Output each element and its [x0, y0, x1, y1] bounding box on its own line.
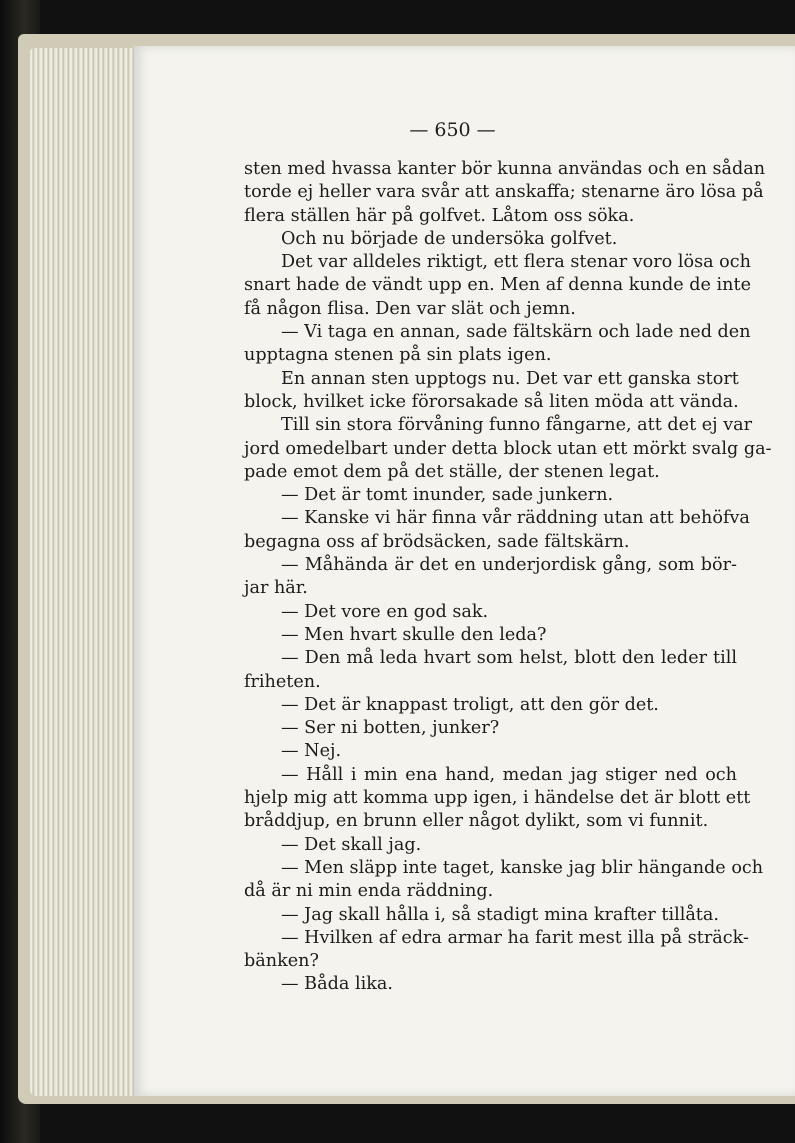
- text-line: bråddjup, en brunn eller något dylikt, som vi funnit.: [244, 811, 709, 832]
- page-number: — 650 —: [409, 119, 496, 141]
- text-line: — Det vore en god sak.: [281, 601, 489, 622]
- text-line: — Båda lika.: [281, 974, 393, 995]
- text-line: hjelp mig att komma upp igen, i händelse det är blott ett: [244, 788, 751, 809]
- text-line: få någon flisa. Den var slät och jemn.: [244, 298, 576, 319]
- text-line: flera ställen här på golfvet. Låtom oss söka.: [244, 205, 635, 226]
- page-edges: [30, 48, 134, 1096]
- text-line: jar här.: [244, 578, 308, 599]
- text-line: — Kanske vi här finna vår räddning utan att behöfva: [281, 508, 750, 529]
- text-line: jord omedelbart under detta block utan ett mörkt svalg ga-: [244, 438, 772, 459]
- text-line: — Måhända är det en underjordisk gång, som bör-: [281, 555, 737, 576]
- text-line: Det var alldeles riktigt, ett flera stenar voro lösa och: [281, 252, 751, 273]
- text-line: — Det är knappast troligt, att den gör det.: [281, 694, 659, 715]
- text-line: En annan sten upptogs nu. Det var ett ganska stort: [281, 368, 739, 389]
- text-line: då är ni min enda räddning.: [244, 881, 494, 902]
- text-line: torde ej heller vara svår att anskaffa; stenarne äro lösa på: [244, 182, 764, 203]
- text-line: friheten.: [244, 671, 321, 692]
- text-line: — Den må leda hvart som helst, blott den leder till: [281, 648, 737, 669]
- text-line: Till sin stora förvåning funno fångarne, att det ej var: [281, 415, 753, 436]
- text-line: bänken?: [244, 951, 319, 972]
- text-line: — Ser ni botten, junker?: [281, 718, 500, 739]
- text-line: Och nu började de undersöka golfvet.: [281, 228, 618, 249]
- text-line: block, hvilket icke förorsakade så liten möda att vända.: [244, 391, 739, 412]
- text-line: — Men släpp inte taget, kanske jag blir hängande och: [281, 857, 764, 878]
- text-line: upptagna stenen på sin plats igen.: [244, 345, 552, 366]
- text-line: pade emot dem på det ställe, der stenen legat.: [244, 461, 660, 482]
- text-line: — Det skall jag.: [281, 834, 422, 855]
- text-line: — Jag skall hålla i, så stadigt mina krafter tillåta.: [281, 904, 719, 925]
- text-line: — Men hvart skulle den leda?: [281, 624, 547, 645]
- text-line: begagna oss af brödsäcken, sade fältskärn.: [244, 531, 630, 552]
- text-line: — Nej.: [281, 741, 342, 762]
- text-line: — Det är tomt inunder, sade junkern.: [281, 485, 614, 506]
- text-line: — Håll i min ena hand, medan jag stiger ned och: [281, 764, 737, 785]
- text-line: — Vi taga en annan, sade fältskärn och lade ned den: [281, 322, 751, 343]
- text-line: snart hade de vändt upp en. Men af denna kunde de inte: [244, 275, 751, 296]
- text-line: sten med hvassa kanter bör kunna användas och en sådan: [244, 159, 766, 179]
- body-text: [244, 158, 772, 997]
- text-line: — Hvilken af edra armar ha farit mest illa på sträck-: [281, 927, 749, 948]
